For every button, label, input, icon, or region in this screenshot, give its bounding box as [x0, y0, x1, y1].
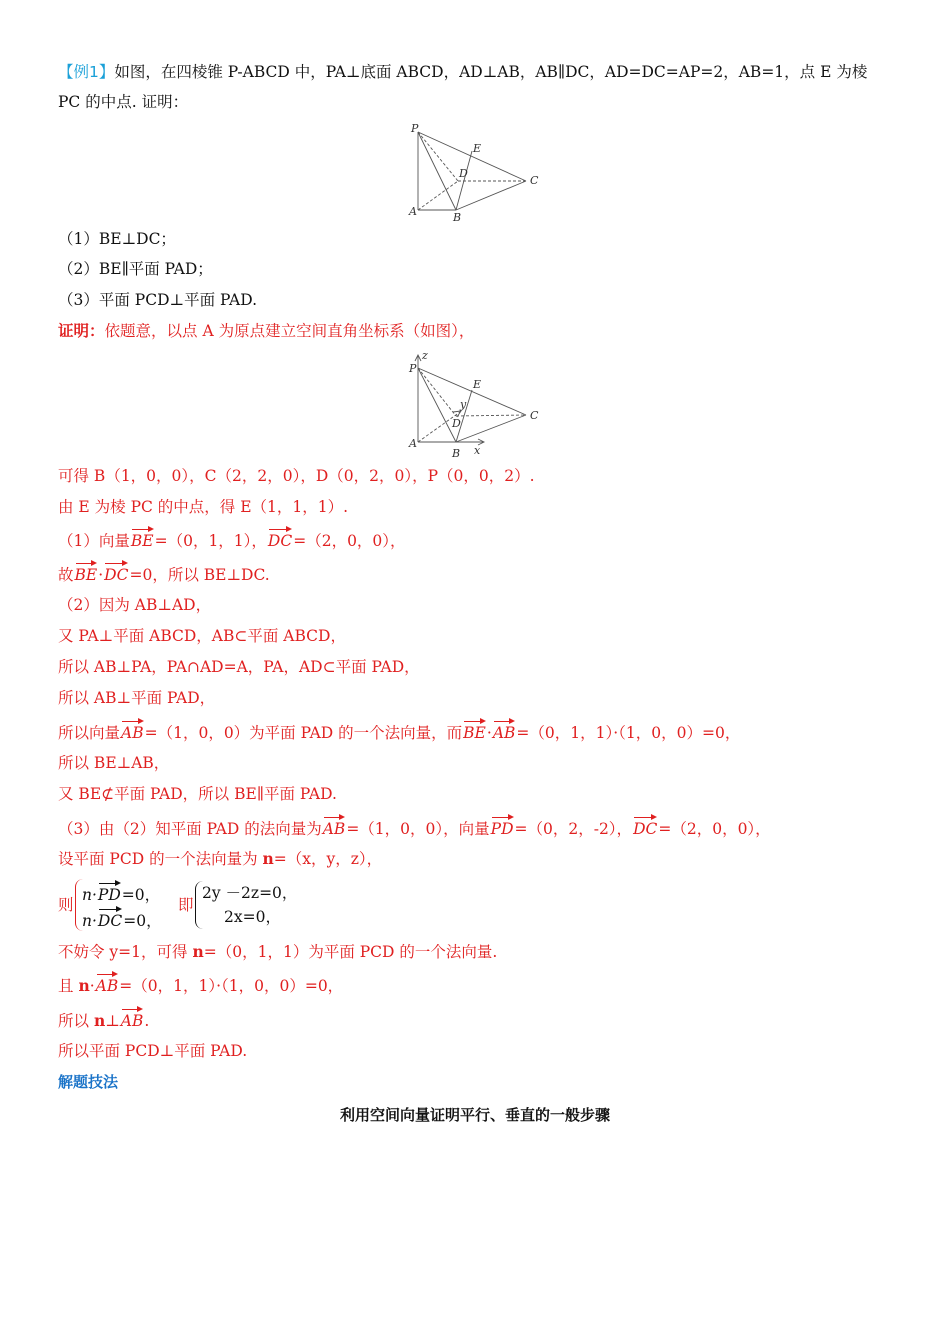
- label-b: B: [453, 211, 462, 224]
- normal-vector-n: n: [192, 942, 204, 961]
- dot: ·: [98, 566, 104, 584]
- problem-line-1: [58, 61, 867, 83]
- text: （1）向量: [58, 532, 130, 550]
- step-2-7: 又 BE⊄平面 PAD，所以 BE∥平面 PAD.: [58, 785, 337, 803]
- system-then-label: 则: [58, 896, 74, 914]
- normal-vector-n: n: [93, 1011, 106, 1030]
- label-z: z: [422, 350, 428, 362]
- text: =（2，0，0），: [293, 532, 406, 550]
- text: 不妨令 y=1，可得: [58, 943, 193, 961]
- text: =（1，0，0）为平面 PAD 的一个法向量，而: [144, 724, 463, 742]
- edge-pd: [418, 368, 456, 416]
- label-a: A: [409, 437, 417, 450]
- vector-pd: PD: [491, 814, 514, 840]
- vector-ab: AB: [323, 814, 346, 840]
- text: 所以: [58, 1012, 94, 1030]
- label-c: C: [530, 409, 539, 422]
- vector-dc: DC: [98, 906, 122, 932]
- edge-pb: [418, 368, 456, 442]
- step-2-2: 又 PA⊥平面 ABCD，AB⊂平面 ABCD，: [58, 627, 346, 645]
- pyramid-figure-2: [406, 350, 556, 462]
- text: =（0，2，-2），: [514, 820, 633, 838]
- edge-dc: [456, 415, 526, 416]
- vector-pd: PD: [98, 880, 121, 906]
- label-e: E: [473, 142, 482, 155]
- text: =（2，0，0），: [658, 820, 771, 838]
- proof-label: 证明：: [58, 321, 105, 340]
- system-ie-label: 即: [178, 896, 194, 914]
- step-coordinates: 可得 B（1，0，0），C（2，2，0），D（0，2，0），P（0，0，2）.: [58, 467, 535, 485]
- technique-heading: 解题技法: [58, 1073, 119, 1091]
- vector-be: BE: [463, 718, 486, 744]
- vector-ab: AB: [96, 971, 119, 997]
- step-3-5: [58, 971, 343, 997]
- text: 且: [58, 977, 79, 995]
- step-3-6: [58, 1006, 149, 1032]
- text: =0，所以 BE⊥DC.: [129, 566, 270, 584]
- example-tag: 【例1】: [58, 63, 115, 81]
- label-c: C: [530, 174, 539, 187]
- edge-pc: [418, 132, 526, 181]
- step-vectors-1: [58, 526, 406, 552]
- question-3: （3）平面 PCD⊥平面 PAD.: [58, 291, 258, 309]
- edge-bc: [456, 415, 526, 442]
- dot: ·: [89, 977, 95, 995]
- perp: ⊥: [105, 1012, 120, 1030]
- proof-intro: [58, 320, 474, 342]
- step-2-3: 所以 AB⊥PA，PA∩AD=A，PA，AD⊂平面 PAD，: [58, 658, 420, 676]
- step-midpoint: 由 E 为棱 PC 的中点，得 E（1，1，1）.: [58, 498, 349, 516]
- system-2-row-1: 2y －2z=0，: [202, 884, 298, 902]
- step-3-4: [58, 941, 497, 963]
- system-2-row-2: 2x=0，: [224, 908, 281, 926]
- step-3-1: [58, 814, 771, 840]
- normal-vector-n: n: [78, 976, 90, 995]
- text: =（0，1，1）为平面 PCD 的一个法向量.: [203, 943, 498, 961]
- label-e: E: [473, 378, 482, 391]
- vector-dc: DC: [104, 560, 128, 586]
- step-2-1: （2）因为 AB⊥AD，: [58, 596, 212, 614]
- problem-line-2: PC 的中点. 证明：: [58, 93, 189, 111]
- label-d: D: [459, 167, 468, 180]
- label-b: B: [452, 447, 461, 460]
- label-y: y: [460, 398, 467, 411]
- system-1-row-2: [82, 906, 162, 932]
- step-2-6: 所以 BE⊥AB，: [58, 754, 170, 772]
- vector-ab: AB: [121, 718, 144, 744]
- vector-ab: AB: [121, 1006, 144, 1032]
- edge-ad: [418, 181, 458, 210]
- text: （3）由（2）知平面 PAD 的法向量为: [58, 820, 322, 838]
- text: 所以向量: [58, 724, 121, 742]
- label-x: x: [474, 444, 481, 457]
- text: =（x，y，z），: [273, 850, 383, 868]
- vector-dc: DC: [268, 526, 292, 552]
- vector-ab: AB: [493, 718, 516, 744]
- step-3-2: [58, 848, 382, 870]
- label-a: A: [409, 205, 417, 218]
- text: 故: [58, 566, 74, 584]
- question-2: （2）BE∥平面 PAD；: [58, 260, 213, 278]
- text: =0，: [123, 912, 162, 930]
- vector-be: BE: [131, 526, 154, 552]
- text: =（0，1，1），: [154, 532, 267, 550]
- step-dot-product-1: [58, 560, 270, 586]
- problem-text-1: 如图，在四棱锥 P-ABCD 中，PA⊥底面 ABCD，AD⊥AB，AB∥DC，AD=DC=AP=2，AB=1，点 E 为棱: [114, 63, 868, 81]
- step-2-5: [58, 718, 740, 744]
- question-1: （1）BE⊥DC；: [58, 230, 176, 248]
- edge-bc: [456, 181, 526, 210]
- text: =（0，1，1）·（1，0，0）=0，: [119, 977, 344, 995]
- text: =（1，0，0），向量: [346, 820, 490, 838]
- vector-be: BE: [75, 560, 98, 586]
- step-3-7: 所以平面 PCD⊥平面 PAD.: [58, 1042, 248, 1060]
- segment-be: [456, 151, 472, 210]
- normal-vector-n: n: [262, 849, 274, 868]
- pyramid-figure-1: [406, 124, 546, 224]
- text: .: [144, 1012, 150, 1030]
- text: 设平面 PCD 的一个法向量为: [58, 850, 263, 868]
- text: =0，: [121, 886, 161, 904]
- text: n·: [82, 886, 97, 904]
- proof-intro-text: 依题意，以点 A 为原点建立空间直角坐标系（如图），: [104, 322, 475, 340]
- label-p: P: [411, 124, 419, 135]
- dot: ·: [486, 724, 492, 742]
- vector-dc: DC: [633, 814, 657, 840]
- label-p: P: [409, 362, 417, 375]
- technique-title: 利用空间向量证明平行、垂直的一般步骤: [339, 1106, 610, 1124]
- label-d: D: [452, 417, 461, 430]
- system-1-row-1: [82, 880, 160, 906]
- text: n·: [82, 912, 97, 930]
- step-2-4: 所以 AB⊥平面 PAD，: [58, 689, 216, 707]
- text: =（0，1，1）·（1，0，0）=0，: [516, 724, 741, 742]
